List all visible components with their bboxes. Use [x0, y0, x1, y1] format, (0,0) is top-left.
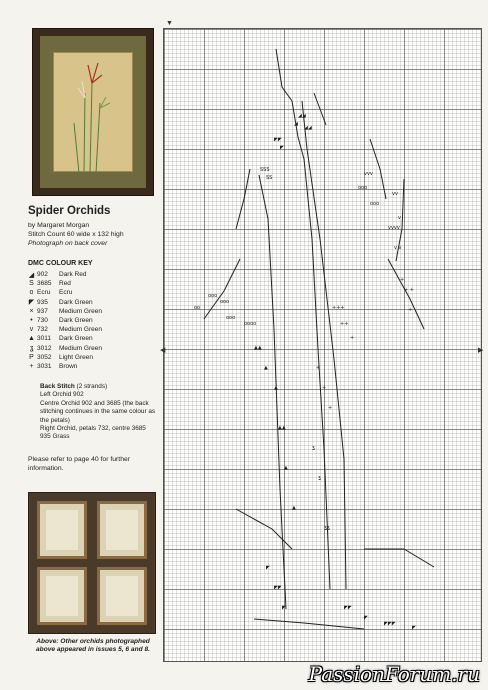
svg-text:▲▲: ▲▲: [254, 345, 262, 351]
key-row: [26, 316, 166, 325]
backstitch-line: Centre Orchid 902 and 3685 (the back stitching continues in the same colour as the petals): [40, 399, 156, 424]
mini-frame: [37, 501, 87, 559]
key-row: [26, 270, 166, 279]
backstitch-line: Left Orchid 902: [40, 391, 84, 399]
mini-frame: [97, 501, 147, 559]
svg-text:v v: v v: [394, 245, 402, 251]
svg-text:◤◤: ◤◤: [274, 585, 282, 591]
cross-stitch-chart: [163, 28, 482, 662]
stitch-symbol: ◢: [28, 271, 35, 279]
svg-text:ʓ: ʓ: [312, 445, 315, 451]
orchid-photo: [32, 28, 154, 196]
key-row: [26, 298, 166, 307]
svg-text:▲: ▲: [284, 465, 288, 471]
backstitch-heading: Back Stitch: [40, 383, 75, 390]
svg-text:◤◤: ◤◤: [274, 137, 282, 143]
dmc-code: 3012: [37, 344, 52, 352]
svg-text:▲: ▲: [274, 385, 278, 391]
backstitch-strands: (2 strands): [76, 383, 108, 390]
colour-key-title: DMC COLOUR KEY: [28, 260, 93, 267]
key-row: [26, 353, 166, 362]
svg-text:▲▲: ▲▲: [278, 425, 286, 431]
key-row: [26, 344, 166, 353]
svg-text:SSS: SSS: [260, 167, 270, 173]
dmc-code: 3011: [37, 335, 51, 343]
svg-text:+ +: + +: [404, 287, 414, 293]
svg-text:◤◤◤: ◤◤◤: [384, 621, 396, 627]
svg-text:▲: ▲: [292, 505, 296, 511]
colour-name: Dark Green: [59, 317, 93, 325]
svg-text:ooo: ooo: [358, 185, 368, 191]
svg-text:+: +: [322, 385, 327, 391]
svg-text:ooo: ooo: [208, 293, 218, 299]
center-arrow-icon: ▼: [166, 20, 173, 27]
left-column: [20, 0, 160, 690]
svg-text:vvvv: vvvv: [388, 225, 400, 231]
key-row: [26, 288, 166, 297]
dmc-code: 3052: [37, 353, 52, 361]
dmc-code: Ecru: [37, 289, 51, 297]
stitch-symbol: v: [29, 326, 34, 334]
svg-text:v: v: [398, 215, 401, 221]
svg-text:+: +: [408, 307, 413, 313]
dmc-code: 3685: [37, 280, 52, 288]
key-row: [26, 279, 166, 288]
stitch-count: Stitch Count 60 wide x 132 high: [28, 231, 124, 239]
center-arrow-icon: ◀: [160, 347, 166, 354]
colour-name: Brown: [59, 362, 78, 370]
photo-mat: [40, 36, 146, 188]
dmc-code: 730: [37, 317, 48, 325]
svg-text:◤: ◤: [282, 605, 286, 611]
svg-text:◤: ◤: [364, 615, 368, 621]
key-row: [26, 307, 166, 316]
colour-name: Medium Green: [59, 307, 102, 315]
colour-name: Dark Green: [59, 335, 93, 343]
stitch-symbol: P: [29, 353, 34, 361]
backstitch-line: Right Orchid, petals 732, centre 3685: [40, 425, 146, 433]
svg-text:+: +: [350, 335, 355, 341]
colour-name: Ecru: [59, 289, 73, 297]
photo-note: Photograph on back cover: [28, 240, 108, 248]
colour-name: Medium Green: [59, 344, 102, 352]
svg-text:◢◢: ◢◢: [304, 125, 312, 131]
svg-text:◤: ◤: [266, 565, 270, 571]
stitch-symbol: ◤: [28, 299, 35, 307]
dmc-code: 902: [37, 271, 48, 279]
svg-text:vvv: vvv: [364, 171, 373, 177]
svg-text:+: +: [328, 405, 333, 411]
chart-stitches: [164, 29, 484, 661]
svg-text:ooo: ooo: [226, 315, 236, 321]
center-arrow-icon: ▶: [478, 347, 484, 354]
backstitch-heading-line: [40, 383, 162, 391]
stitch-symbol: o: [29, 289, 34, 297]
svg-text:◢◢: ◢◢: [298, 113, 306, 119]
key-row: [26, 325, 166, 334]
svg-text:+: +: [400, 277, 405, 283]
watermark: PassionForum.ru: [308, 662, 480, 686]
stitch-symbol: •: [30, 317, 33, 325]
pattern-meta: [28, 221, 168, 249]
stitch-symbol: ×: [29, 307, 34, 315]
refer-note: Please refer to page 40 for further information.: [28, 456, 131, 472]
collage-caption: Above: Other orchids photographed above appeared in issues 5, 6 and 8.: [36, 638, 150, 653]
svg-text:◤: ◤: [412, 625, 416, 631]
orchid-collage-photo: [28, 492, 156, 634]
mini-embroidery: [46, 576, 78, 616]
svg-text:SS: SS: [266, 175, 273, 181]
stitch-symbol: ▲: [28, 335, 35, 343]
svg-text:ooo: ooo: [220, 299, 230, 305]
svg-text:vv: vv: [392, 191, 398, 197]
dmc-code: 3031: [37, 362, 52, 370]
mini-frame: [37, 567, 87, 625]
key-row: [26, 362, 166, 371]
colour-name: Light Green: [59, 353, 93, 361]
mini-embroidery: [106, 576, 138, 616]
mini-embroidery: [46, 510, 78, 550]
colour-name: Medium Green: [59, 326, 102, 334]
byline: by Margaret Morgan: [28, 222, 90, 229]
dmc-code: 937: [37, 307, 48, 315]
stitch-symbol: ʓ: [29, 344, 34, 352]
dmc-code: 935: [37, 298, 48, 306]
svg-text:oooo: oooo: [244, 321, 257, 327]
svg-text:+: +: [316, 365, 321, 371]
key-row: [26, 334, 166, 343]
svg-text:▲: ▲: [264, 365, 268, 371]
svg-text:+++: +++: [332, 305, 345, 311]
stitch-symbol: +: [29, 362, 34, 370]
svg-text:ʓʓ: ʓʓ: [324, 525, 330, 531]
backstitch-notes: [40, 383, 162, 442]
svg-text:◢: ◢: [294, 121, 298, 127]
svg-text:++: ++: [340, 321, 349, 327]
mini-embroidery: [106, 510, 138, 550]
dmc-code: 732: [37, 326, 48, 334]
svg-text:ʓ: ʓ: [318, 475, 321, 481]
colour-name: Red: [59, 280, 71, 288]
photo-embroidery: [53, 52, 133, 172]
colour-name: Dark Green: [59, 298, 93, 306]
svg-text:◤: ◤: [280, 145, 284, 151]
orchid-sketch: [54, 53, 124, 175]
colour-key-list: [26, 270, 166, 371]
svg-text:ooo: ooo: [370, 201, 380, 207]
backstitch-line: 935 Grass: [40, 433, 70, 441]
svg-text:◤◤: ◤◤: [344, 605, 352, 611]
colour-name: Dark Red: [59, 271, 87, 279]
mini-frame: [97, 567, 147, 625]
svg-text:oo: oo: [194, 305, 201, 311]
page-title: Spider Orchids: [28, 205, 111, 217]
stitch-symbol: S: [29, 280, 34, 288]
